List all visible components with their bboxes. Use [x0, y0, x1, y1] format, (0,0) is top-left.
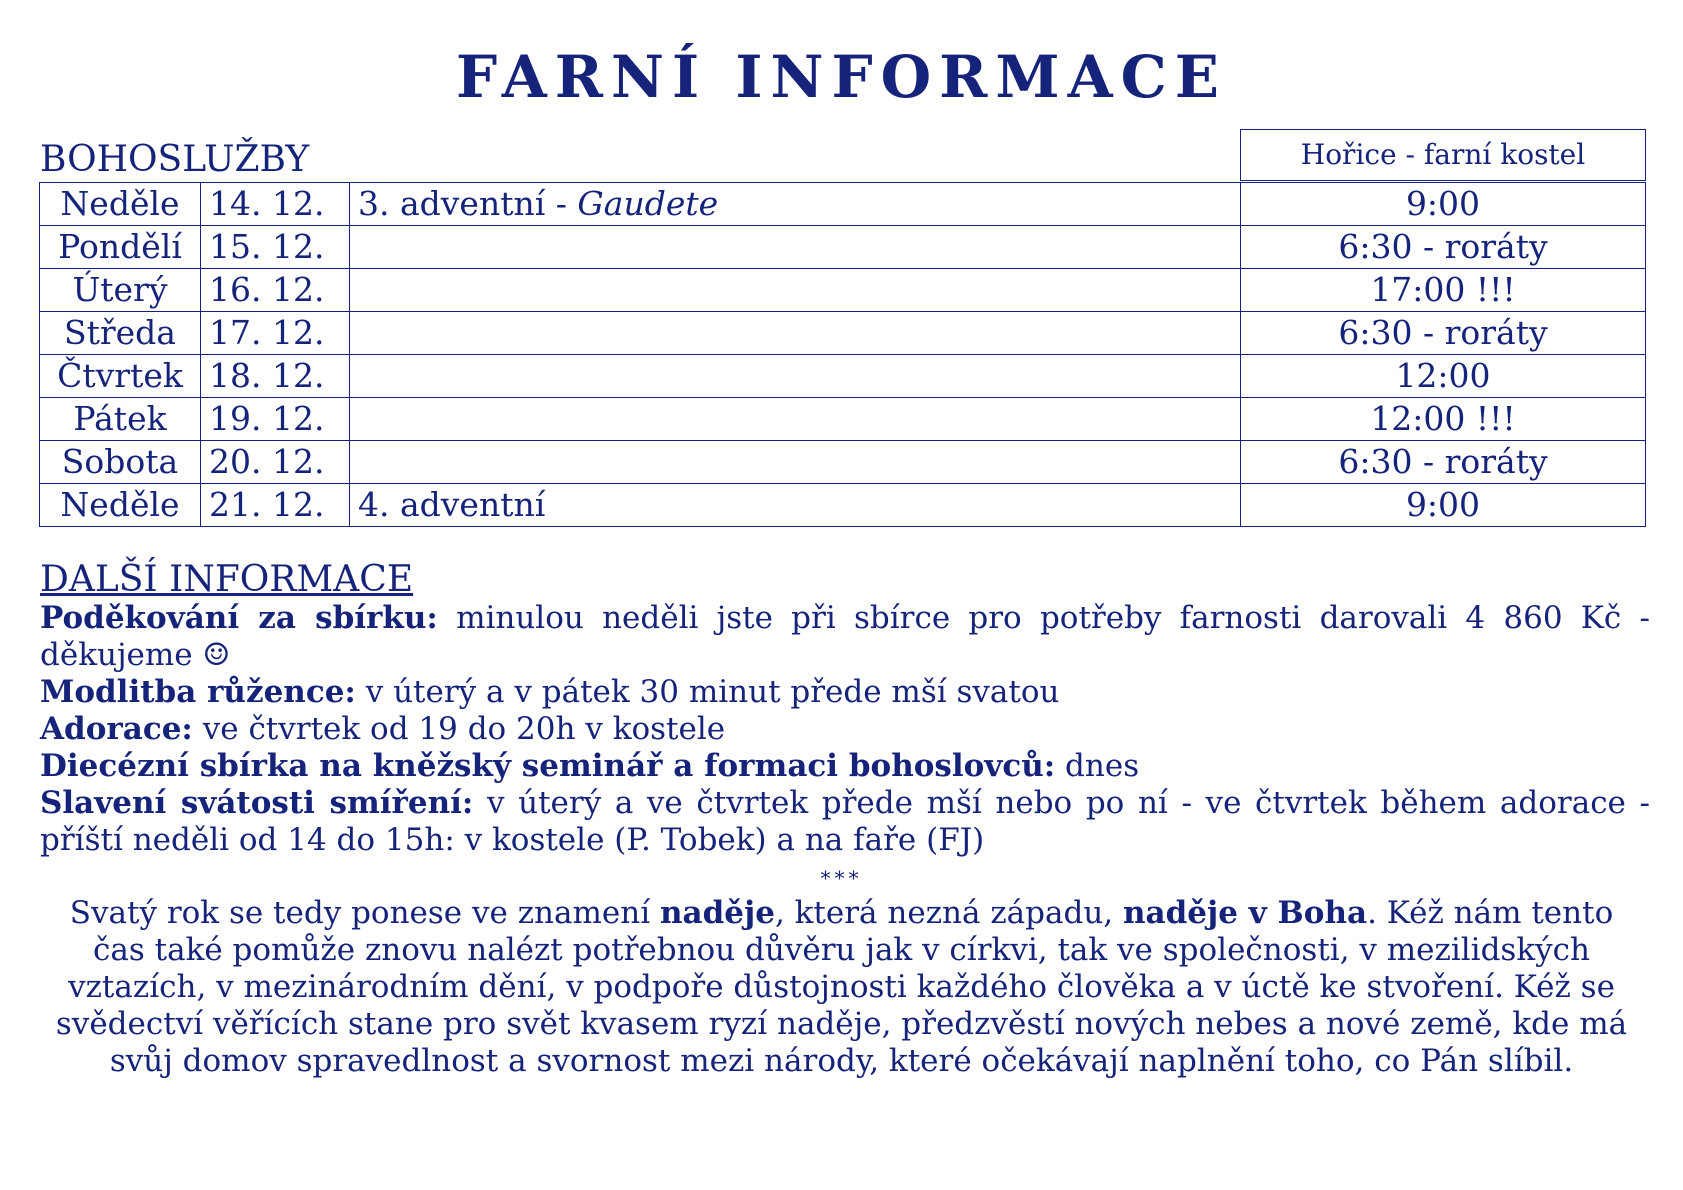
time-cell: 6:30 - roráty [1241, 441, 1646, 484]
time-cell: 9:00 [1241, 484, 1646, 527]
note-cell [350, 269, 1241, 312]
table-row [40, 441, 1241, 484]
info-label: Diecézní sbírka na kněžský seminář a formaci bohoslovců: [40, 748, 1056, 784]
note-cell [350, 398, 1241, 441]
time-cell: 12:00 [1241, 355, 1646, 398]
time-row [1241, 183, 1646, 226]
day-cell: Úterý [40, 269, 201, 312]
table-row [40, 484, 1241, 527]
info-text: dnes [1055, 748, 1140, 784]
closing-text: . Kéž nám tento čas také pomůže znovu nalézt potřebnou důvěru jak v církvi, tak ve společnosti, v mezilidských vztazích, v mezinárodním dění, v podpoře důstojnosti každého člověka a v úctě ke stvoření. Kéž se svědectví věřících stane pro svět kvasem ryzí naděje, předzvěstí nových nebes a nové země, kde má svůj domov spravedlnost a svornost mezi národy, které očekávají naplnění toho, co Pán slíbil. [55, 895, 1628, 1079]
info-text: ve čtvrtek od 19 do 20h v kostele [192, 711, 726, 747]
time-cell: 12:00 !!! [1241, 398, 1646, 441]
note-text: 3. adventní [358, 184, 546, 223]
date-cell: 14. 12. [201, 183, 350, 226]
day-cell: Středa [40, 312, 201, 355]
date-cell: 16. 12. [201, 269, 350, 312]
date-cell: 18. 12. [201, 355, 350, 398]
date-cell: 19. 12. [201, 398, 350, 441]
note-separator: - [545, 184, 578, 223]
time-row [1241, 312, 1646, 355]
note-cell [350, 312, 1241, 355]
table-row [40, 183, 1241, 226]
info-item [40, 785, 1650, 859]
day-cell: Neděle [40, 484, 201, 527]
info-item [40, 748, 1650, 785]
time-cell: 6:30 - roráty [1241, 312, 1646, 355]
services-table [39, 182, 1241, 527]
day-cell: Sobota [40, 441, 201, 484]
time-cell: 9:00 [1241, 183, 1646, 226]
day-cell: Čtvrtek [40, 355, 201, 398]
table-row [40, 312, 1241, 355]
note-cell [350, 226, 1241, 269]
time-row [1241, 355, 1646, 398]
info-text: minulou neděli jste při sbírce pro potřeby farnosti darovali 4 860 Kč - děkujeme ☺ [40, 600, 1650, 673]
time-cell: 17:00 !!! [1241, 269, 1646, 312]
day-cell: Pátek [40, 398, 201, 441]
info-label: Slavení svátosti smíření: [40, 785, 474, 821]
closing-bold: naděje [659, 895, 775, 931]
info-label: Modlitba růžence: [40, 674, 356, 710]
info-text: v úterý a ve čtvrtek přede mší nebo po ní - ve čtvrtek během adorace - příští neděli od 14 do 15h: v kostele (P. Tobek) a na faře (FJ) [40, 785, 1650, 858]
day-cell: Neděle [40, 183, 201, 226]
table-row [40, 269, 1241, 312]
time-row [1241, 269, 1646, 312]
info-item [40, 674, 1650, 711]
separator: *** [820, 866, 863, 890]
note-cell: 4. adventní [350, 484, 1241, 527]
church-header: Hořice - farní kostel [1240, 129, 1646, 181]
date-cell: 21. 12. [201, 484, 350, 527]
info-item [40, 600, 1650, 674]
info-label: Poděkování za sbírku: [40, 600, 438, 636]
time-cell: 6:30 - roráty [1241, 226, 1646, 269]
info-heading: DALŠÍ INFORMACE [40, 559, 414, 600]
date-cell: 17. 12. [201, 312, 350, 355]
date-cell: 15. 12. [201, 226, 350, 269]
note-cell [350, 441, 1241, 484]
note-cell [350, 355, 1241, 398]
info-item [40, 711, 1650, 748]
closing-bold: naděje v Boha [1123, 895, 1368, 931]
table-row [40, 355, 1241, 398]
times-table [1240, 182, 1646, 527]
table-row [40, 398, 1241, 441]
services-heading: BOHOSLUŽBY [40, 139, 310, 180]
info-text: v úterý a v pátek 30 minut přede mší svatou [355, 674, 1060, 710]
table-row [40, 226, 1241, 269]
time-row [1241, 226, 1646, 269]
time-row [1241, 398, 1646, 441]
day-cell: Pondělí [40, 226, 201, 269]
date-cell: 20. 12. [201, 441, 350, 484]
page-title: FARNÍ INFORMACE [456, 43, 1227, 111]
info-section [40, 560, 1650, 859]
time-row [1241, 484, 1646, 527]
note-cell [350, 183, 1241, 226]
note-emphasis: Gaudete [577, 184, 719, 223]
time-row [1241, 441, 1646, 484]
closing-text: Svatý rok se tedy ponese ve znamení [69, 895, 660, 931]
closing-text: , která nezná západu, [774, 895, 1123, 931]
closing-paragraph [40, 895, 1643, 1080]
info-label: Adorace: [40, 711, 193, 747]
